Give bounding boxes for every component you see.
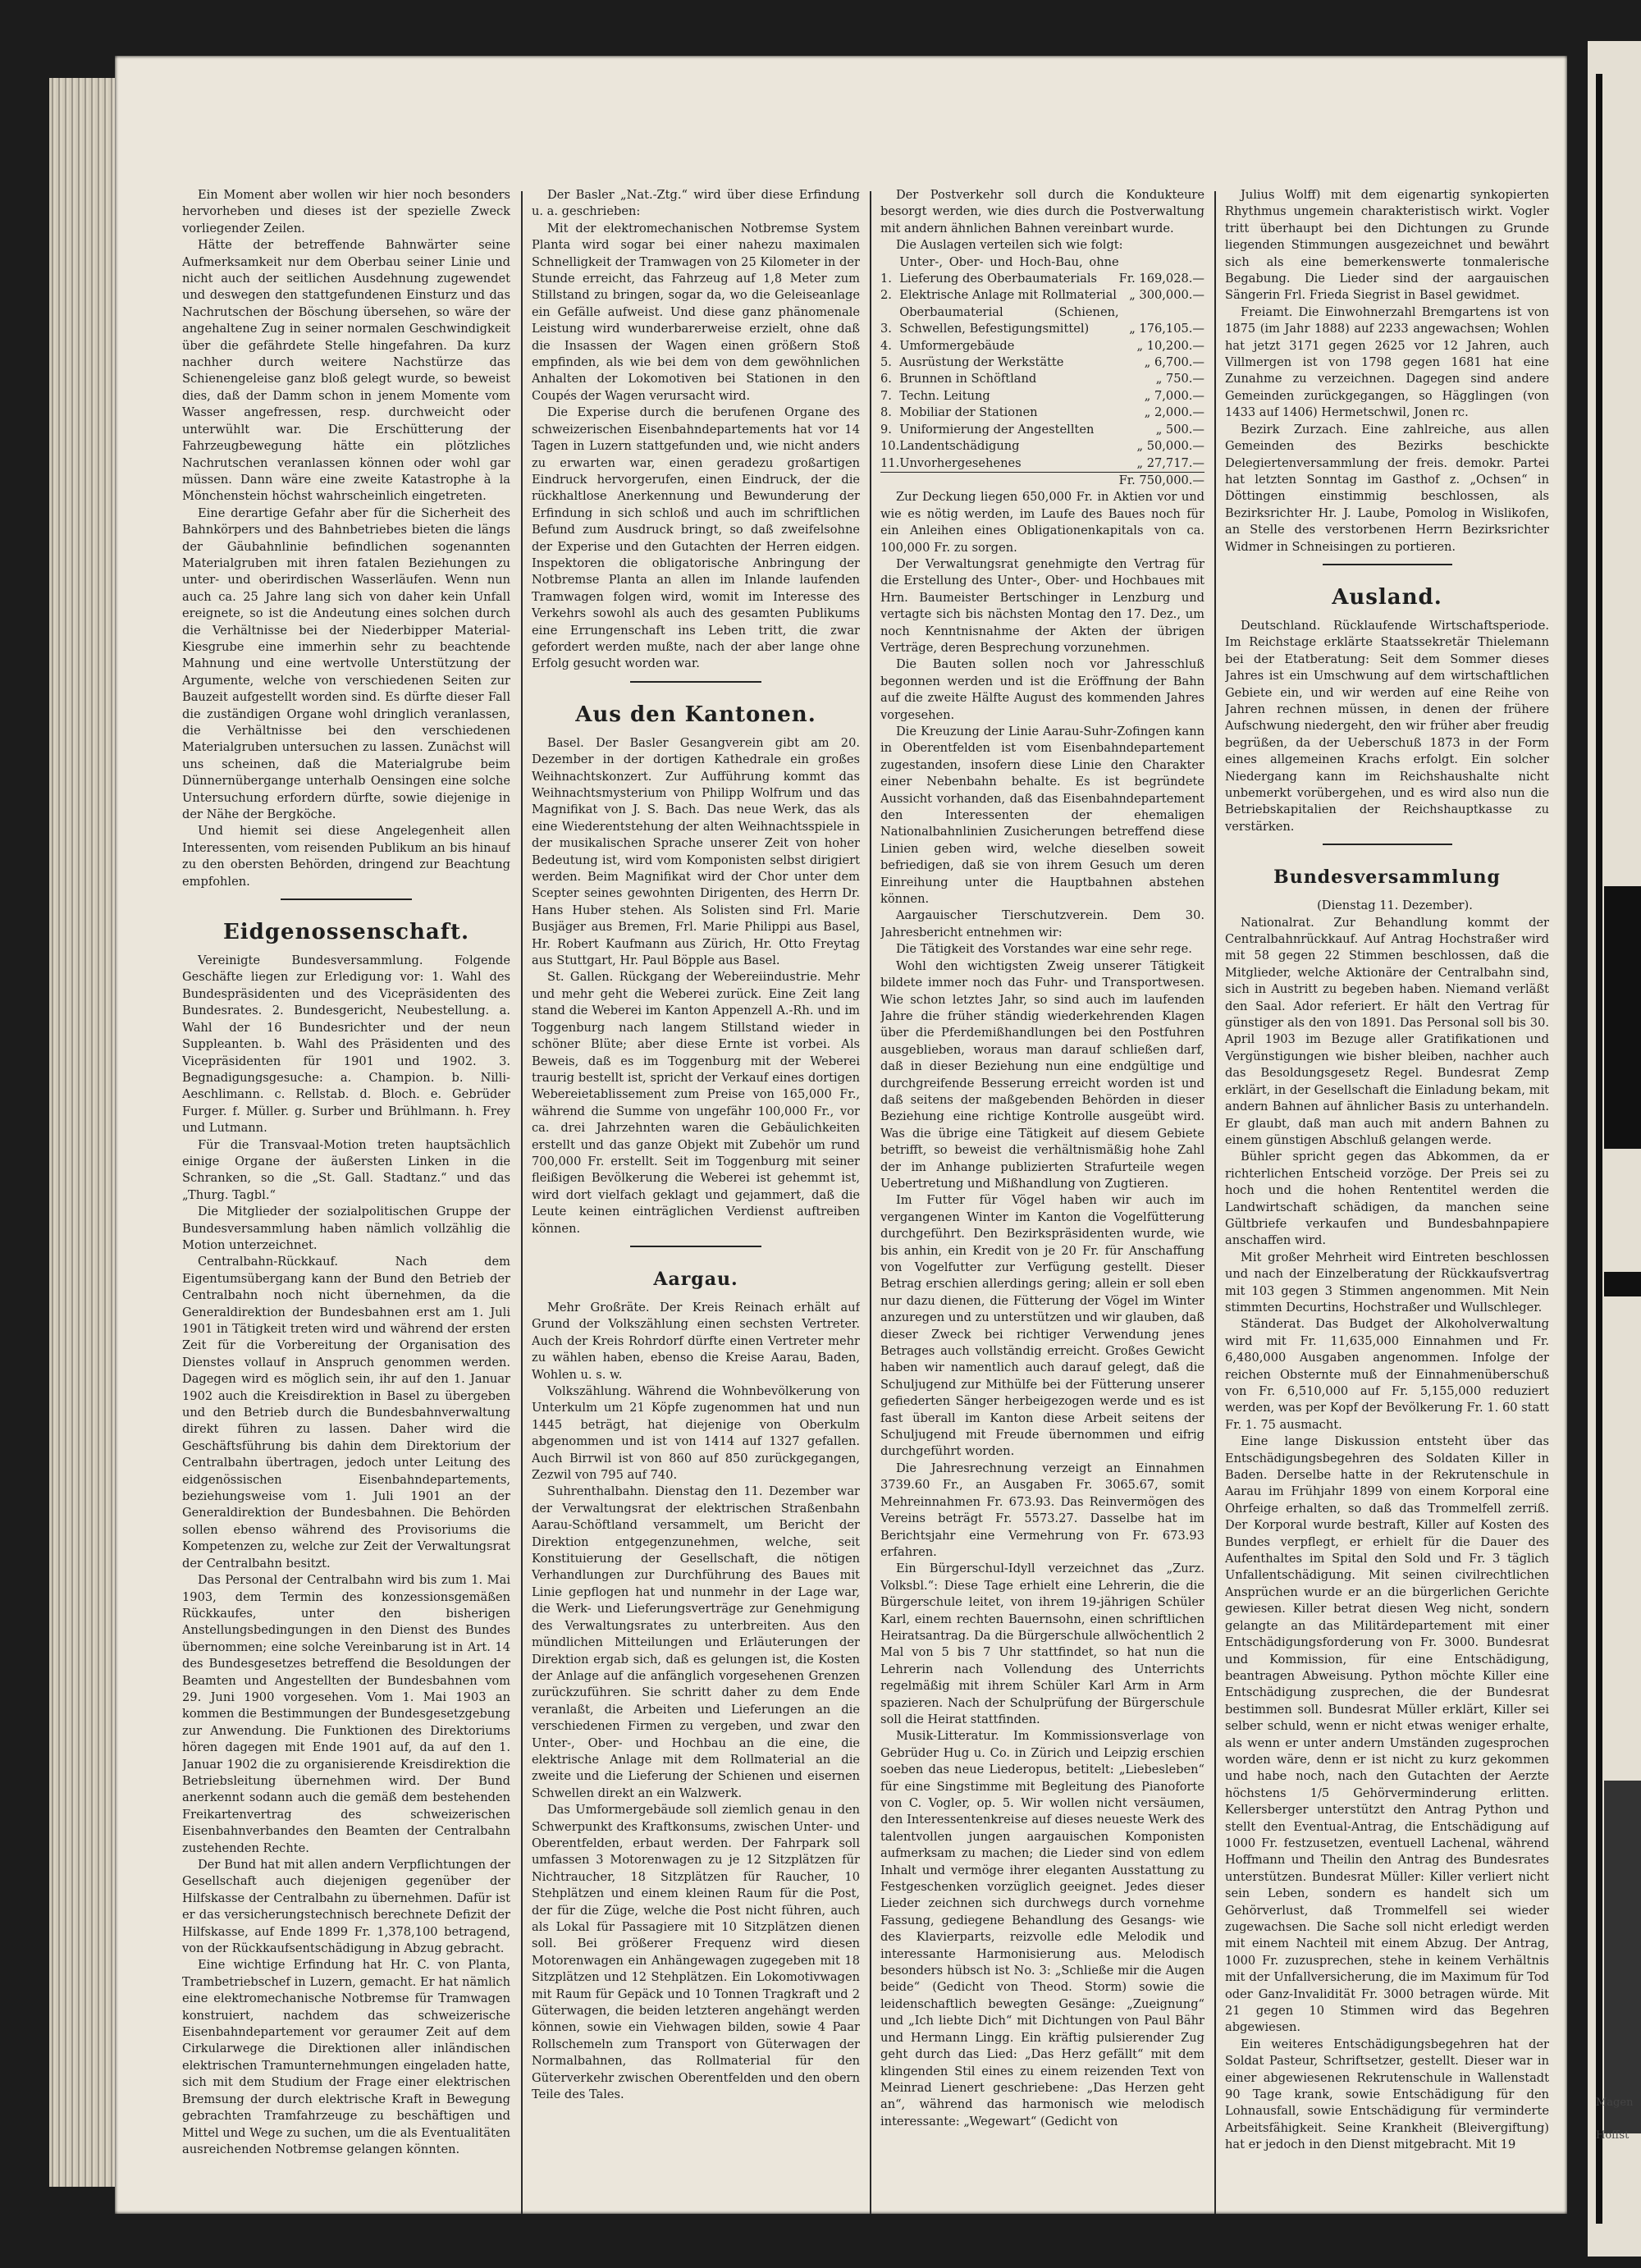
paragraph: Die Bauten sollen noch vor Jahresschluß begonnen werden und ist die Eröffnung der Bahn auf die zweite Hälfte August des kommenden Jahres vorgesehen. — [880, 657, 1204, 722]
paragraph: Hätte der betreffende Bahnwärter seine Aufmerksamkeit nur dem Oberbau seiner Linie und nicht auch der seitlichen Ausdehnung zugewendet und deswegen den stattgefundenen Einsturz und das Nachrutschen der Böschung übersehen, so wäre der angehaltene Zug in seiner normalen Geschwindigkeit über die gefährdete Stelle hingefahren. Da kurz nachher durch weitere Nachstürze das Schienengeleise ganz bloß gelegt wurde, so beweist dies, daß der Damm schon in jenem Momente vom Wasser angefressen, resp. durchweicht oder unterwühlt war. Die Erschütterung der Fahrzeugbewegung hätte ein plötzliches Nachrutschen veranlassen können oder wohl gar müssen. Dann wäre eine zweite Katastrophe à la Mönchenstein höchst wahrscheinlich eingetreten. — [182, 238, 510, 504]
section-heading: Ausland. — [1332, 584, 1442, 610]
expense-n: 10. — [880, 439, 900, 454]
expense-label: Brunnen in Schöftland — [899, 372, 1037, 386]
paragraph: Suhrenthalbahn. Dienstag den 11. Dezember war der Verwaltungsrat der elektrischen Straßenbahn Aarau-Schöftland versammelt, um Bericht der Direktion entgegenzunehmen, welche, seit Konstituierung der Gesellschaft, die nötigen Verhandlungen zur Durchführung des Baues mit Linie gepflogen hat und nunmehr in der Lage war, die Werk- und Lieferungsverträge zur Genehmigung des Verwaltungsrates zu unterbreiten. Aus den mündlichen Mitteilungen und Erläuterungen der Direktion ergab sich, daß es gelungen ist, die Kosten der Anlage auf die anfänglich vorgesehenen Grenzen zurückzuführen. Sie schritt daher zu dem Ende veranlaßt, die Arbeiten und Lieferungen an die verschiedenen Firmen zu vergeben, und zwar den Unter-, Ober- und Hochbau an die eine, die elektrische Anlage mit dem Rollmaterial an die zweite und die Lieferung der Schienen und eisernen Schwellen direkt an ein Walzwerk. — [532, 1484, 860, 1800]
column-separator — [1214, 191, 1216, 2214]
section-heading: Aargau. — [653, 1268, 738, 1290]
section-rule — [630, 681, 761, 683]
expense-n: 9. — [880, 422, 892, 437]
expense-row — [880, 422, 1204, 438]
column-3 — [880, 187, 1204, 2181]
paragraph: Der Verwaltungsrat genehmigte den Vertrag für die Erstellung des Unter-, Ober- und Hochbaues mit Hrn. Baumeister Bertschinger in Lenzburg und vertagte sich bis nächsten Montag den 17. Dez., um noch Kenntnisnahme der Akten der übrigen Verträge, deren Besprechung vorzunehmen. — [880, 556, 1204, 655]
paragraph: Die Mitglieder der sozialpolitischen Gruppe der Bundesversammlung haben nämlich vollzählig die Motion unterzeichnet. — [182, 1205, 510, 1252]
paragraph: Zur Deckung liegen 650,000 Fr. in Aktien vor und wie es nötig werden, im Laufe des Baues noch für ein Anleihen eines Obligationenkapitals von ca. 100,000 Fr. zu sorgen. — [880, 490, 1204, 555]
paragraph: Mit der elektromechanischen Notbremse System Planta wird sogar bei einer nahezu maximalen Schnelligkeit der Tramwagen von 25 Kilometer in der Stunde erreicht, das Fahrzeug auf 1,8 Meter zum Stillstand zu bringen, sogar da, wo die Geleiseanlage ein Gefälle aufweist. Und diese ganz phänomenale Leistung wird wunderbarerweise erzielt, ohne daß die Insassen der Wagen einen größern Stoß empfinden, als wie bei dem von dem gewöhnlichen Anhalten der Lokomotiven bei Stationen in den Coupés der Wagen verursacht wird. — [532, 221, 860, 403]
facing-page-fragment: Magen — [1596, 2097, 1634, 2109]
paragraph: Die Experise durch die berufenen Organe des schweizerischen Eisenbahndepartements hat vor 14 Tagen in Luzern stattgefunden und, wie nicht anders zu erwarten war, einen geradezu großartigen Eindruck hervorgerufen, einen Eindruck, der die rückhaltlose Anerkennung und Bewunderung der Erfindung in sich schloß und auch im schriftlichen Befund zum Ausdruck bringt, so daß zweifelsohne der Experise und den Gutachten der Herren eidgen. Inspektoren die obligatorische Anbringung der Notbremse Planta an allen im Inlande laufenden Tramwagen folgen wird, womit im Interesse des Verkehrs sowohl als auch des gesamten Publikums eine Errungenschaft ins Leben tritt, die zwar gefordert werden mußte, nach der aber lange ohne Erfolg gesucht worden war. — [532, 405, 860, 671]
paragraph: Eine lange Diskussion entsteht über das Entschädigungsbegehren des Soldaten Killer in Baden. Derselbe hatte in der Rekrutenschule in Aarau im Frühjahr 1899 von einem Korporal eine Ohrfeige erhalten, so daß das Trommelfell zerriß. Der Korporal wurde bestraft, Killer auf Kosten des Bundes verpflegt, er erhielt für die Dauer des Aufenthaltes im Spital den Sold und Fr. 3 täglich Unfallentschädigung. Mit seinen civilrechtlichen Ansprüchen wurde er an die bürgerlichen Gerichte gewiesen. Killer betrat diesen Weg nicht, sondern gelangte an das Militärdepartement mit einer Entschädigungsforderung von Fr. 3000. Bundesrat und Kommission, für eine Entschädigung, beantragen Abweisung. Python möchte Killer eine Entschädigung zusprechen, die der Bundesrat bestimmen soll. Bundesrat Müller erklärt, Killer sei selber schuld, wenn er nicht etwas weniger erhalte, als wenn er unter andern Umständen zugesprochen worden wäre, denn er ist nicht zu kurz gekommen und habe noch, nach den Gutachten der Aerzte höchstens 1/5 Gehörverminderung erlitten. Kellersberger unterstützt den Antrag Python und stellt den Eventual-Antrag, die Entschädigung auf 1000 Fr. festzusetzen, eventuell Lachenal, während Hoffmann und Theilin den Antrag des Bundesrates unterstützen. Bundesrat Müller: Killer verliert nicht sein Leben, sondern es handelt sich um Gehörverlust, daß Trommelfell sei wieder zugewachsen. Die Sache soll nicht erledigt werden mit einem Nachteil mit einem Abzug. Der Antrag, 1000 Fr. zuzusprechen, stehe in keinem Verhältnis mit der Unfallversicherung, die im Maximum für Tod oder Ganz-Invalidität Fr. 3000 betragen würde. Mit 21 gegen 10 Stimmen wird das Begehren abgewiesen. — [1225, 1434, 1549, 2035]
expense-label: Umformergebäude — [899, 338, 1015, 353]
expense-label: Elektrische Anlage mit Rollmaterial — [899, 288, 1117, 303]
expense-n: 6. — [880, 372, 892, 386]
expense-label: Techn. Leitung — [899, 388, 990, 403]
expense-row — [880, 371, 1204, 387]
facing-page-ad-border — [1596, 74, 1602, 2224]
paragraph: Ein Bürgerschul-Idyll verzeichnet das „Zurz. Volksbl.“: Diese Tage erhielt eine Lehrerin, die die Bürgerschule leitet, von ihrem 19-jährigen Schüler Karl, einem rechten Bauernsohn, einen schriftlichen Heiratsantrag. Da die Bürgerschule allwöchentlich 2 Mal von 5 bis 7 Uhr stattfindet, so hat nun die Lehrerin nach Vollendung des Unterrichts regelmäßig mit ihrem Schüler Karl Arm in Arm spazieren. Nach der Schulprüfung der Bürgerschule soll die Heirat stattfinden. — [880, 1562, 1204, 1726]
expense-row — [880, 388, 1204, 405]
expense-label: Unvorhergesehenes — [899, 455, 1022, 470]
paragraph: Der Bund hat mit allen andern Verpflichtungen der Gesellschaft auch diejenigen gegenüber der Hilfskasse der Centralbahn zu übernehmen. Dafür ist er das versicherungstechnisch berechnete Defizit der Hilfskasse, auf Ende 1899 Fr. 1,378,100 betragend, von der Rückkaufsentschädigung in Abzug gebracht. — [182, 1858, 510, 1956]
page-stack-edge — [49, 78, 119, 2187]
paragraph: Eine wichtige Erfindung hat Hr. C. von Planta, Trambetriebschef in Luzern, gemacht. Er hat nämlich eine elektromechanische Notbremse für Tramwagen konstruiert, nachdem das schweizerische Eisenbahndepartement vor geraumer Zeit auf dem Cirkularwege die Direktionen aller inländischen elektrischen Tramunternehmungen eingeladen hatte, sich mit dem Studium der Frage einer elektrischen Bremsung der durch elektrische Kraft in Bewegung gebrachten Tramfahrzeuge zu beschäftigen und Mittel und Wege zu suchen, um die als Eventualitäten ausreichenden Notbremse gelangen könnten. — [182, 1958, 510, 2156]
paragraph: Die Tätigkeit des Vorstandes war eine sehr rege. — [895, 942, 1192, 957]
expense-value: „ 500.— — [1155, 422, 1204, 437]
paragraph: Der Postverkehr soll durch die Kondukteure besorgt werden, wie dies durch die Postverwaltung mit andern ähnlichen Bahnen vereinbart wurde. — [880, 188, 1204, 235]
expense-row — [880, 254, 1204, 288]
expense-n: 3. — [880, 322, 892, 336]
expense-label: Oberbaumaterial (Schienen, Schwellen, Befestigungsmittel) — [899, 304, 1119, 336]
column-separator — [521, 191, 523, 2214]
section-subheading: (Dienstag 11. Dezember). — [1317, 899, 1473, 913]
paragraph: Musik-Litteratur. Im Kommissionsverlage von Gebrüder Hug u. Co. in Zürich und Leipzig erschien soeben das neue Liederopus, betitelt: „Liebesleben“ für eine Singstimme mit Begleitung des Pianoforte von C. Vogler, op. 5. Wir wollen nicht versäumen, den Interessentenkreise auf dieses neueste Werk des talentvollen jungen aargauischen Komponisten aufmerksam zu machen; die Lieder sind von edlem Inhalt und vermöge ihrer eleganten Ausstattung zu Festgeschenken vorzüglich geeignet. Jedes dieser Lieder zeichnen sich durchwegs durch vornehme Fassung, gediegene Behandlung des Gesangs- wie des Klavierparts, reizvolle edle Melodik und interessante Harmonisierung aus. Melodisch besonders hübsch ist No. 3: „Schließe mir die Augen beide“ (Gedicht von Theod. Storm) sowie die leidenschaftlich bewegten Gesänge: „Zueignung“ und „Ich liebte Dich“ mit Dichtungen von Paul Bähr und Hermann Lingg. Ein kräftig pulsierender Zug geht durch das Lied: „Das Herz gefällt“ mit dem klingenden Stil eines zu einem reizenden Text von Meinrad Lienert geschriebene: „Das Herzen geht an“, während das harmonisch wie melodisch interessante: „Wegewart“ (Gedicht von — [880, 1729, 1204, 2129]
expense-n: 1. — [880, 272, 892, 286]
expense-value: „ 2,000.— — [1144, 405, 1204, 420]
expense-label: Uniformierung der Angestellten — [899, 422, 1095, 437]
paragraph: Eine derartige Gefahr aber für die Sicherheit des Bahnkörpers und des Bahnbetriebes bieten die längs der Gäubahnlinie befindlichen sogenannten Materialgruben mit ihren fatalen Beziehungen zu unter- und oberirdischen Wasserläufen. Wenn nun auch ca. 25 Jahre lang sich von daher kein Unfall ereignete, so ist die Andeutung eines solchen durch die Verhältnisse bei der Niederbipper Material-Kiesgrube eine immerhin sehr zu beachtende Mahnung und eine wertvolle Unterstützung der Argumente, welche von verschiedenen Seiten zur Bauzeit aufgestellt worden sind. Es dürfte dieser Fall die zuständigen Organe wohl dringlich veranlassen, die Verhältnisse bei den verschiedenen Materialgruben untersuchen zu lassen. Zunächst will uns scheinen, daß die Materialgrube beim Dünnernübergange unterhalb Oensingen eine solche Untersuchung erfordern dürfte, sowie diejenige in der Nähe der Bergköche. — [182, 505, 510, 822]
expense-row — [880, 354, 1204, 371]
expense-row — [880, 438, 1204, 455]
expense-value: „ 6,700.— — [1144, 355, 1204, 370]
section-heading: Aus den Kantonen. — [575, 702, 816, 727]
expense-value: „ 300,000.— — [1129, 288, 1204, 303]
expense-n: 8. — [880, 405, 892, 420]
paragraph: Wohl den wichtigsten Zweig unserer Tätigkeit bildete immer noch das Fuhr- und Transportwesen. Wie schon letztes Jahr, so sind auch im laufenden Jahre die früher ständig wiederkehrenden Klagen über die Pferdemißhandlungen bei den Postfuhren ausgeblieben, woraus man darauf schließen darf, daß in dieser Beziehung nun eine endgültige und durchgreifende Besserung erreicht worden ist und daß seitens der maßgebenden Behörden in dieser Beziehung eine richtige Kontrolle ausgeübt wird. Was die übrige eine Tätigkeit auf diesem Gebiete betrifft, so beweist die verhältnismäßig hohe Zahl der im Anhange publizierten Strafurteile wegen Uebertretung und Mißhandlung von Zugtieren. — [880, 958, 1204, 1191]
paragraph: Mehr Großräte. Der Kreis Reinach erhält auf Grund der Volkszählung einen sechsten Vertreter. Auch der Kreis Rohrdorf dürfte einen Vertreter mehr zu wählen haben, ebenso die Kreise Aarau, Baden, Wohlen u. s. w. — [532, 1300, 860, 1382]
expense-label: Landentschädigung — [899, 439, 1020, 454]
paragraph: Für die Transvaal-Motion treten hauptsächlich einige Organe der äußersten Linken in die Schranken, so die „St. Gall. Stadtanz.“ und das „Thurg. Tagbl.“ — [182, 1137, 510, 1202]
expense-row — [880, 287, 1204, 304]
paragraph: Bezirk Zurzach. Eine zahlreiche, aus allen Gemeinden des Bezirks beschickte Delegiertenversammlung der freis. demokr. Partei hat letzten Sonntag im Gasthof z. „Ochsen“ in Döttingen einstimmig beschlossen, als Bezirksrichter Hr. J. Laube, Pomolog in Wislikofen, an Stelle des verstorbenen Herrn Bezirksrichter Widmer in Schneisingen zu portieren. — [1225, 422, 1549, 554]
section-rule — [1323, 844, 1452, 845]
paragraph: Nationalrat. Zur Behandlung kommt der Centralbahnrückkauf. Auf Antrag Hochstraßer wird mit 58 gegen 22 Stimmen beschlossen, daß die Mitglieder, welche Aktionäre der Centralbahn sind, sich in Austritt zu begeben haben. Niemand verläßt den Saal. Ador referiert. Er hält den Vertrag für günstiger als den von 1891. Das Personal soll bis 30. April 1903 im Bezuge aller Gratifikationen und Vergünstigungen wie bisher bleiben, nachher auch das Besoldungsgesetz Regel. Bundesrat Zemp erklärt, in der Gesellschaft die Einladung bekam, mit andern Bahnen auf ähnlicher Basis zu unterhandeln. Er glaubt, daß man auch mit andern Bahnen zu einem günstigen Abschluß gelangen werde. — [1225, 915, 1549, 1147]
expense-n: 2. — [880, 288, 892, 303]
section-rule — [281, 899, 412, 900]
paragraph: Der Basler „Nat.-Ztg.“ wird über diese Erfindung u. a. geschrieben: — [532, 188, 860, 219]
paragraph: Ein Moment aber wollen wir hier noch besonders hervorheben und dieses ist der spezielle Zweck vorliegender Zeilen. — [182, 188, 510, 235]
paragraph: Die Kreuzung der Linie Aarau-Suhr-Zofingen kann in Oberentfelden ist vom Eisenbahndepartement zugestanden, insofern diese Linie den Charakter einer Nebenbahn behalte. Es ist begründete Aussicht vorhanden, daß das Eisenbahndepartement den Interessenten der ehemaligen Nationalbahnlinien Zusicherungen betreffend diese Linien geben wird, welche dieselben soweit befriedigen, daß sie von ihrem Gesuch um deren Einreihung unter die Hauptbahnen abstehen können. — [880, 725, 1204, 907]
paragraph: Centralbahn-Rückkauf. Nach dem Eigentumsübergang kann der Bund den Betrieb der Centralbahn noch nicht übernehmen, da die Generaldirektion der Bundesbahnen erst am 1. Juli 1901 in Tätigkeit treten wird und während der ersten Zeit für die Vorbereitung der Organisation des Dienstes vollauf in Anspruch genommen werden. Dagegen wird es möglich sein, ihr auf den 1. Januar 1902 auch die Kreisdirektion in Basel zu übergeben und den Betrieb durch die Bundesbahnverwaltung direkt führen zu lassen. Daher wird die Geschäftsführung bis dahin dem Direktorium der Centralbahn übertragen, jedoch unter Leitung des eidgenössischen Eisenbahndepartements, beziehungsweise vom 1. Juli 1901 an der Generaldirektion der Bundesbahnen. Die Behörden sollen ebenso während des Provisoriums die Kompetenzen zu, welche zur Zeit der Verwaltungsrat der Centralbahn besitzt. — [182, 1255, 510, 1571]
column-4 — [1225, 187, 1549, 2181]
paragraph: Deutschland. Rücklaufende Wirtschaftsperiode. Im Reichstage erklärte Staatssekretär Thielemann bei der Etatberatung: Seit dem Sommer dieses Jahres ist ein Umschwung auf dem wirtschaftlichen Gebiete ein, und wir werden auf eine Reihe von Jahren rechnen müssen, in denen der frühere Aufschwung niedergeht, den wir früher aber freudig begrüßen, da der Ueberschuß 1873 in der Form eines allgemeinen Krachs erfolgt. Ein solcher Niedergang kann im Reichshaushalte nicht unbemerkt vorübergehen, und es wird also nun die Betriebskapitalien der Reichshauptkasse zu verstärken. — [1225, 618, 1549, 834]
paragraph: St. Gallen. Rückgang der Webereiindustrie. Mehr und mehr geht die Weberei zurück. Eine Zeit lang stand die Weberei im Kanton Appenzell A.-Rh. und im Toggenburg nach langem Stillstand wieder in schöner Blüte; aber diese Ernte ist vorbei. Als Beweis, daß es im Toggenburg mit der Weberei traurig bestellt ist, spricht der Verkauf eines dortigen Webereietablissement zum Preise von 165,000 Fr., während die Summe von ungefähr 100,000 Fr., vor ca. drei Jahrzehnten waren die Gebäulichkeiten erstellt und das ganze Objekt mit Zubehör um rund 700,000 Fr. erstellt. Seit im Toggenburg mit seiner fleißigen Bevölkerung die Weberei ist gehemmt ist, wird dort vielfach geklagt und gejammert, daß die Leute keinen einträglichen Verdienst auftreiben können. — [532, 970, 860, 1236]
paragraph: Bühler spricht gegen das Abkommen, da er richterlichen Entscheid vorzöge. Der Preis sei zu hoch und die hohen Rententitel werden die Landwirtschaft schädigen, da manchen seine Gültbriefe verkaufen und Bundesbahnpapiere anschaffen wird. — [1225, 1150, 1549, 1248]
paragraph: Ständerat. Das Budget der Alkoholverwaltung wird mit Fr. 11,635,000 Einnahmen und Fr. 6,480,000 Ausgaben angenommen. Infolge der reichen Obsternte muß der Einnahmenüberschuß von Fr. 6,510,000 auf Fr. 5,155,000 reduziert werden, was per Kopf der Bevölkerung Fr. 1. 60 statt Fr. 1. 75 ausmacht. — [1225, 1317, 1549, 1432]
paragraph: Aargauischer Tierschutzverein. Dem 30. Jahresbericht entnehmen wir: — [880, 908, 1204, 940]
expense-value: „ 176,105.— — [1129, 322, 1204, 336]
column-1 — [182, 187, 510, 2181]
facing-page-ad-block — [1604, 886, 1641, 1149]
section-heading: Eidgenossenschaft. — [222, 920, 470, 945]
paragraph: Julius Wolff) mit dem eigenartig synkopierten Rhythmus ungemein charakteristisch wirkt. Vogler tritt überhaupt bei den Dichtungen zu Grunde liegenden Stimmungen ausgezeichnet und bewährt sich als eine bemerkenswerte tonmalerische Begabung. Die Lieder sind der aargauischen Sängerin Frl. Frieda Siegrist in Basel gewidmet. — [1225, 188, 1549, 303]
paragraph: Freiamt. Die Einwohnerzahl Bremgartens ist von 1875 (im Jahr 1888) auf 2233 angewachsen; Wohlen hat jetzt 3171 gegen 2625 vor 12 Jahren, auch Villmergen ist von 1798 gegen 1681 hat eine Zunahme zu verzeichnen. Dagegen sind andere Gemeinden zurückgegangen, so Hägglingen (von 1433 auf 1406) Hermetschwil, Jonen rc. — [1225, 304, 1549, 420]
expense-n: 5. — [880, 355, 892, 370]
expense-n: 4. — [880, 338, 892, 353]
paragraph: Volkszählung. Während die Wohnbevölkerung von Unterkulm um 21 Köpfe zugenommen hat und nun 1445 beträgt, hat diejenige von Oberkulm abgenommen und ist von 1414 auf 1327 gefallen. Auch Birrwil ist von 860 auf 850 zurückgegangen, Zezwil von 795 auf 740. — [532, 1384, 860, 1483]
paragraph: Mit großer Mehrheit wird Eintreten beschlossen und nach der Einzelberatung der Rückkaufsvertrag mit 103 gegen 3 Stimmen angenommen. Mit Nein stimmten Decurtins, Hochstraßer und Wullschleger. — [1225, 1250, 1549, 1315]
expense-row — [880, 455, 1204, 473]
expense-n: 11. — [880, 455, 900, 470]
expense-row — [880, 405, 1204, 421]
paragraph: Das Personal der Centralbahn wird bis zum 1. Mai 1903, dem Termin des konzessionsgemäßen Rückkaufes, unter den bisherigen Anstellungsbedingungen in den Dienst des Bundes übernommen; eine solche Vereinbarung ist in Art. 14 des Bundesgesetzes betreffend die Besoldungen der Beamten und Angestellten der Bundesbahnen vom 29. Juni 1900 vorgesehen. Vom 1. Mai 1903 an kommen die Bestimmungen der Bundesgesetzgebung zur Anwendung. Die Funktionen des Direktoriums hören dagegen mit Ende 1901 auf, da auf den 1. Januar 1902 die zu organisierende Kreisdirektion die Betriebsleitung übernehmen wird. Der Bund anerkennt sodann auch die gemäß dem bestehenden Freikartenvertrag des schweizerischen Eisenbahnverbandes den Beamten der Centralbahn zustehenden Rechte. — [182, 1573, 510, 1855]
expense-label: Mobiliar der Stationen — [899, 405, 1038, 420]
expense-value: „ 50,000.— — [1136, 439, 1204, 454]
expenses-total-row — [880, 472, 1204, 489]
facing-page-ad-bar — [1604, 1272, 1641, 1296]
column-separator — [870, 191, 871, 2214]
expenses-table — [880, 254, 1204, 490]
section-heading: Bundesversammlung — [1273, 867, 1501, 889]
facing-page-strip — [1588, 41, 1641, 2257]
expense-value: „ 10,200.— — [1136, 338, 1204, 353]
expense-label: Ausrüstung der Werkstätte — [899, 355, 1064, 370]
paragraph: Und hiemit sei diese Angelegenheit allen Interessenten, vom reisenden Publikum an bis hinauf zu den obersten Behörden, dringend zur Beachtung empfohlen. — [182, 824, 510, 889]
column-2 — [532, 187, 860, 2181]
expense-row — [880, 304, 1204, 338]
paragraph: Im Futter für Vögel haben wir auch im vergangenen Winter im Kanton die Vogelfütterung durchgeführt. Den Bezirkspräsidenten wurde, wie bis anhin, ein Kredit von je 20 Fr. für Anschaffung von Vogelfutter zur Verfügung gestellt. Dieser Betrag erschien allerdings gering; allein er soll eben nur dazu dienen, die Fütterung der Vögel im Winter anzuregen und zu unterstützen und wir glauben, daß dieser Zweck bei richtiger Verwendung jenes Betrages auch vollständig erreicht. Großes Gewicht haben wir namentlich auch darauf gelegt, daß die Schuljugend zur Mithülfe bei der Fütterung unserer gefiederten Sänger herbeigezogen werde und es ist fast überall im Kanton diese Arbeit seitens der Schuljugend mit Freude übernommen und eifrig durchgeführt worden. — [880, 1193, 1204, 1459]
paragraph: Das Umformergebäude soll ziemlich genau in den Schwerpunkt des Kraftkonsums, zwischen Unter- und Oberentfelden, erbaut werden. Der Fahrpark soll umfassen 3 Motorenwagen zu je 12 Sitzplätzen für Nichtraucher, 18 Sitzplätzen für Raucher, 10 Stehplätzen und einem kleinen Raum für die Post, der für die Züge, welche die Post nicht führen, auch als Lokal für Passagiere mit 10 Sitzplätzen dienen soll. Bei größerer Frequenz wird diesen Motorenwagen ein Anhängewagen zugegeben mit 18 Sitzplätzen und 12 Stehplätzen. Ein Lokomotivwagen mit Raum für Gepäck und 10 Tonnen Tragkraft und 2 Güterwagen, die beiden letzteren angehängt werden können, sowie ein Viehwagen bilden, sowie 4 Paar Rollschemeln zum Transport von Güterwagen der Normalbahnen, das Rollmaterial für den Güterverkehr zwischen Oberentfelden und den obern Teile des Tales. — [532, 1803, 860, 2102]
expense-label: Unter-, Ober- und Hoch-Bau, ohne Lieferung des Oberbaumaterials — [899, 254, 1119, 286]
expense-row — [880, 338, 1204, 354]
paragraph: Die Auslagen verteilen sich wie folgt: — [895, 238, 1123, 253]
paragraph: Basel. Der Basler Gesangverein gibt am 20. Dezember in der dortigen Kathedrale ein großes Weihnachtskonzert. Zur Aufführung kommt das Weihnachtsmysterium von Philipp Wolfrum und das Magnifikat von J. S. Bach. Das neue Werk, das als eine Wiederentstehung der alten Weihnachtsspiele in der musikalischen Sprache unserer Zeit von hoher Bedeutung ist, wird vom Komponisten selbst dirigiert werden. Beim Magnifikat wird der Chor unter dem Scepter seines gewohnten Dirigenten, des Herrn Dr. Hans Huber stehen. Als Solisten sind Frl. Marie Busjäger aus Bremen, Frl. Marie Philippi aus Basel, Hr. Robert Kaufmann aus Zürich, Hr. Otto Freytag aus Stuttgart, Hr. Paul Böpple aus Basel. — [532, 735, 860, 968]
expense-value: „ 750.— — [1155, 372, 1204, 386]
newspaper-page — [115, 56, 1567, 2214]
facing-page-ad-frame — [1604, 1781, 1641, 2133]
section-rule — [630, 1246, 761, 1247]
expense-value: Fr. 169,028.— — [1118, 272, 1204, 286]
expense-value: „ 7,000.— — [1144, 388, 1204, 403]
paragraph: Vereinigte Bundesversammlung. Folgende Geschäfte liegen zur Erledigung vor: 1. Wahl des Bundespräsidenten und des Vicepräsidenten des Bundesrates. 2. Bundesgericht, Neubestellung. a. Wahl der 16 Bundesrichter und der neun Suppleanten. b. Wahl des Präsidenten und des Vicepräsidenten für 1901 und 1902. 3. Begnadigungsgesuche: a. Champion. b. Nilli-Aeschlimann. c. Rellstab. d. Bloch. e. Gebrüder Furger. f. Müller. g. Surber und Brühlmann. h. Frey und Lutmann. — [182, 953, 510, 1136]
section-rule — [1323, 564, 1452, 565]
facing-page-fragment: Hoffst — [1596, 2129, 1630, 2142]
expense-n: 7. — [880, 388, 892, 403]
paragraph: Die Jahresrechnung verzeigt an Einnahmen 3739.60 Fr., an Ausgaben Fr. 3065.67, somit Mehreinnahmen Fr. 673.93. Das Reinvermögen des Vereins beträgt Fr. 5573.27. Dasselbe hat im Berichtsjahr eine Vermehrung von Fr. 673.93 erfahren. — [880, 1461, 1204, 1559]
expense-value: „ 27,717.— — [1136, 455, 1204, 470]
paragraph: Ein weiteres Entschädigungsbegehren hat der Soldat Pasteur, Schriftsetzer, gestellt. Dieser war in einer abgewiesenen Rekrutenschule in Wallenstadt 90 Tage krank, sowie Entschädigung für den Lohnausfall, sowie Entschädigung für verminderte Arbeitsfähigkeit. Seine Krankheit (Bleivergiftung) hat er jedoch in den Dienst mitgebracht. Mit 19 — [1225, 2037, 1549, 2152]
expenses-total: Fr. 750,000.— — [1119, 472, 1204, 489]
